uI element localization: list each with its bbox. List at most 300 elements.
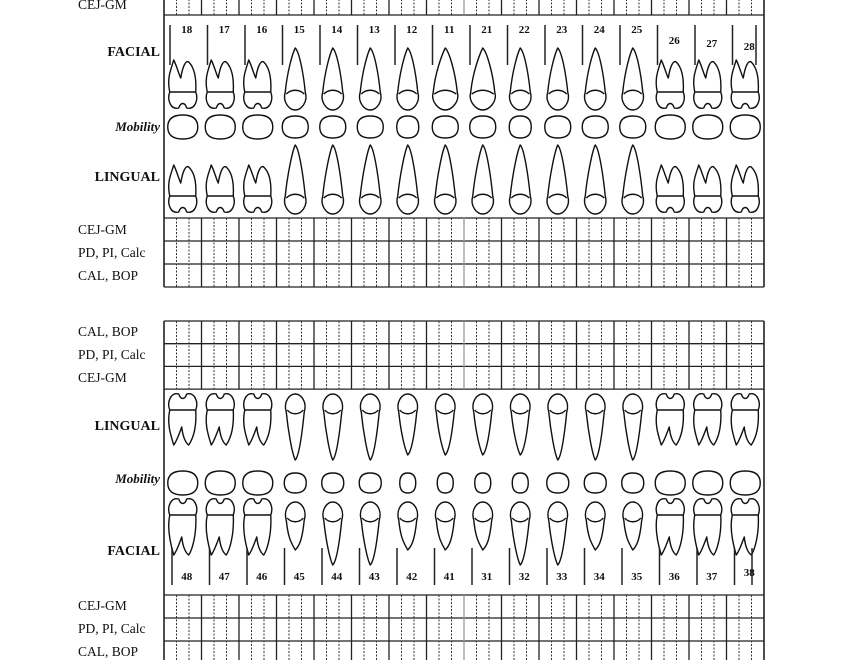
chart-cell[interactable]	[727, 321, 740, 344]
chart-cell[interactable]	[527, 264, 540, 287]
chart-cell[interactable]	[327, 595, 340, 618]
chart-cell[interactable]	[502, 344, 515, 367]
chart-cell[interactable]	[427, 344, 440, 367]
chart-cell[interactable]	[302, 218, 315, 241]
chart-cell[interactable]	[577, 0, 590, 15]
chart-cell[interactable]	[427, 241, 440, 264]
chart-cell[interactable]	[739, 218, 752, 241]
chart-cell[interactable]	[452, 641, 465, 660]
chart-cell[interactable]	[714, 641, 727, 660]
chart-cell[interactable]	[627, 218, 640, 241]
chart-cell[interactable]	[464, 366, 477, 389]
chart-cell[interactable]	[589, 321, 602, 344]
chart-cell[interactable]	[314, 264, 327, 287]
chart-cell[interactable]	[477, 344, 490, 367]
chart-cell[interactable]	[239, 218, 252, 241]
chart-cell[interactable]	[677, 344, 690, 367]
chart-cell[interactable]	[214, 321, 227, 344]
chart-cell[interactable]	[677, 618, 690, 641]
chart-cell[interactable]	[664, 0, 677, 15]
tooth-26[interactable]	[655, 25, 685, 212]
chart-cell[interactable]	[239, 264, 252, 287]
chart-cell[interactable]	[464, 344, 477, 367]
chart-cell[interactable]	[164, 0, 177, 15]
chart-cell[interactable]	[402, 641, 415, 660]
chart-cell[interactable]	[277, 218, 290, 241]
chart-cell[interactable]	[739, 0, 752, 15]
chart-cell[interactable]	[227, 618, 240, 641]
chart-cell[interactable]	[414, 0, 427, 15]
chart-cell[interactable]	[189, 218, 202, 241]
chart-cell[interactable]	[702, 344, 715, 367]
chart-cell[interactable]	[502, 241, 515, 264]
chart-cell[interactable]	[402, 321, 415, 344]
chart-cell[interactable]	[327, 218, 340, 241]
tooth-35[interactable]	[622, 394, 644, 585]
tooth-47[interactable]	[205, 394, 235, 585]
chart-cell[interactable]	[277, 641, 290, 660]
chart-cell[interactable]	[527, 366, 540, 389]
chart-cell[interactable]	[202, 618, 215, 641]
chart-cell[interactable]	[264, 0, 277, 15]
chart-cell[interactable]	[602, 641, 615, 660]
chart-cell[interactable]	[539, 0, 552, 15]
chart-cell[interactable]	[689, 618, 702, 641]
chart-cell[interactable]	[752, 641, 765, 660]
chart-cell[interactable]	[239, 241, 252, 264]
chart-cell[interactable]	[402, 344, 415, 367]
chart-cell[interactable]	[352, 0, 365, 15]
chart-cell[interactable]	[664, 321, 677, 344]
tooth-15[interactable]	[282, 24, 308, 214]
chart-cell[interactable]	[264, 618, 277, 641]
chart-cell[interactable]	[427, 618, 440, 641]
chart-cell[interactable]	[252, 218, 265, 241]
chart-cell[interactable]	[652, 595, 665, 618]
chart-cell[interactable]	[402, 618, 415, 641]
chart-cell[interactable]	[527, 618, 540, 641]
chart-cell[interactable]	[314, 218, 327, 241]
chart-cell[interactable]	[727, 241, 740, 264]
chart-cell[interactable]	[252, 344, 265, 367]
chart-cell[interactable]	[752, 218, 765, 241]
chart-cell[interactable]	[664, 641, 677, 660]
chart-cell[interactable]	[602, 595, 615, 618]
chart-cell[interactable]	[364, 366, 377, 389]
chart-cell[interactable]	[739, 241, 752, 264]
chart-cell[interactable]	[327, 618, 340, 641]
chart-cell[interactable]	[627, 241, 640, 264]
chart-cell[interactable]	[377, 218, 390, 241]
chart-cell[interactable]	[652, 218, 665, 241]
chart-cell[interactable]	[239, 321, 252, 344]
chart-cell[interactable]	[364, 618, 377, 641]
chart-cell[interactable]	[352, 241, 365, 264]
chart-cell[interactable]	[514, 218, 527, 241]
chart-cell[interactable]	[689, 366, 702, 389]
chart-cell[interactable]	[589, 344, 602, 367]
chart-cell[interactable]	[639, 0, 652, 15]
chart-cell[interactable]	[352, 366, 365, 389]
chart-cell[interactable]	[502, 641, 515, 660]
chart-cell[interactable]	[189, 241, 202, 264]
chart-cell[interactable]	[489, 366, 502, 389]
chart-cell[interactable]	[177, 618, 190, 641]
chart-cell[interactable]	[464, 321, 477, 344]
chart-cell[interactable]	[639, 344, 652, 367]
chart-cell[interactable]	[214, 618, 227, 641]
chart-cell[interactable]	[652, 618, 665, 641]
tooth-11[interactable]	[432, 24, 458, 214]
chart-cell[interactable]	[639, 641, 652, 660]
chart-cell[interactable]	[339, 366, 352, 389]
chart-cell[interactable]	[227, 241, 240, 264]
chart-cell[interactable]	[239, 595, 252, 618]
chart-cell[interactable]	[689, 218, 702, 241]
chart-cell[interactable]	[277, 0, 290, 15]
chart-cell[interactable]	[439, 344, 452, 367]
chart-cell[interactable]	[589, 264, 602, 287]
chart-cell[interactable]	[414, 595, 427, 618]
chart-cell[interactable]	[464, 264, 477, 287]
chart-cell[interactable]	[464, 595, 477, 618]
chart-cell[interactable]	[314, 321, 327, 344]
chart-cell[interactable]	[402, 0, 415, 15]
chart-cell[interactable]	[164, 321, 177, 344]
tooth-46[interactable]	[243, 394, 273, 585]
chart-cell[interactable]	[564, 321, 577, 344]
chart-cell[interactable]	[352, 344, 365, 367]
chart-cell[interactable]	[752, 241, 765, 264]
chart-cell[interactable]	[627, 321, 640, 344]
chart-cell[interactable]	[439, 218, 452, 241]
chart-cell[interactable]	[552, 641, 565, 660]
chart-cell[interactable]	[739, 618, 752, 641]
chart-cell[interactable]	[714, 344, 727, 367]
chart-cell[interactable]	[439, 321, 452, 344]
chart-cell[interactable]	[452, 595, 465, 618]
chart-cell[interactable]	[464, 641, 477, 660]
tooth-43[interactable]	[359, 394, 381, 585]
chart-cell[interactable]	[202, 321, 215, 344]
chart-cell[interactable]	[289, 241, 302, 264]
chart-cell[interactable]	[602, 321, 615, 344]
tooth-45[interactable]	[284, 394, 306, 585]
chart-cell[interactable]	[289, 641, 302, 660]
chart-cell[interactable]	[277, 618, 290, 641]
chart-cell[interactable]	[589, 366, 602, 389]
chart-cell[interactable]	[689, 321, 702, 344]
chart-cell[interactable]	[202, 218, 215, 241]
chart-cell[interactable]	[277, 241, 290, 264]
chart-cell[interactable]	[514, 366, 527, 389]
chart-cell[interactable]	[377, 264, 390, 287]
chart-cell[interactable]	[414, 241, 427, 264]
chart-cell[interactable]	[577, 264, 590, 287]
chart-cell[interactable]	[414, 344, 427, 367]
chart-cell[interactable]	[314, 641, 327, 660]
chart-cell[interactable]	[714, 0, 727, 15]
chart-cell[interactable]	[689, 241, 702, 264]
chart-cell[interactable]	[477, 0, 490, 15]
chart-cell[interactable]	[614, 321, 627, 344]
chart-cell[interactable]	[289, 366, 302, 389]
chart-cell[interactable]	[339, 264, 352, 287]
chart-cell[interactable]	[427, 264, 440, 287]
chart-cell[interactable]	[539, 321, 552, 344]
chart-cell[interactable]	[627, 618, 640, 641]
chart-cell[interactable]	[289, 595, 302, 618]
chart-cell[interactable]	[739, 321, 752, 344]
chart-cell[interactable]	[727, 366, 740, 389]
chart-cell[interactable]	[302, 241, 315, 264]
chart-cell[interactable]	[289, 0, 302, 15]
chart-cell[interactable]	[577, 618, 590, 641]
chart-cell[interactable]	[477, 618, 490, 641]
chart-cell[interactable]	[702, 618, 715, 641]
chart-cell[interactable]	[264, 344, 277, 367]
chart-cell[interactable]	[352, 618, 365, 641]
chart-cell[interactable]	[364, 264, 377, 287]
chart-cell[interactable]	[639, 218, 652, 241]
chart-cell[interactable]	[552, 264, 565, 287]
chart-cell[interactable]	[352, 218, 365, 241]
tooth-25[interactable]	[620, 24, 646, 214]
chart-cell[interactable]	[302, 618, 315, 641]
chart-cell[interactable]	[227, 218, 240, 241]
tooth-37[interactable]	[693, 394, 723, 585]
chart-cell[interactable]	[639, 366, 652, 389]
chart-cell[interactable]	[652, 264, 665, 287]
chart-cell[interactable]	[527, 641, 540, 660]
chart-cell[interactable]	[302, 641, 315, 660]
chart-cell[interactable]	[177, 241, 190, 264]
chart-cell[interactable]	[214, 0, 227, 15]
chart-cell[interactable]	[727, 618, 740, 641]
chart-cell[interactable]	[477, 366, 490, 389]
chart-cell[interactable]	[514, 618, 527, 641]
chart-cell[interactable]	[589, 641, 602, 660]
chart-cell[interactable]	[552, 321, 565, 344]
chart-cell[interactable]	[302, 0, 315, 15]
chart-cell[interactable]	[427, 321, 440, 344]
chart-cell[interactable]	[214, 241, 227, 264]
chart-cell[interactable]	[514, 344, 527, 367]
chart-cell[interactable]	[177, 321, 190, 344]
chart-cell[interactable]	[489, 618, 502, 641]
chart-cell[interactable]	[677, 241, 690, 264]
chart-cell[interactable]	[464, 241, 477, 264]
chart-cell[interactable]	[227, 264, 240, 287]
chart-cell[interactable]	[539, 641, 552, 660]
chart-cell[interactable]	[414, 618, 427, 641]
chart-cell[interactable]	[539, 618, 552, 641]
chart-cell[interactable]	[239, 344, 252, 367]
chart-cell[interactable]	[652, 344, 665, 367]
tooth-17[interactable]	[205, 24, 235, 212]
chart-cell[interactable]	[577, 241, 590, 264]
chart-cell[interactable]	[652, 321, 665, 344]
chart-cell[interactable]	[614, 618, 627, 641]
chart-cell[interactable]	[752, 366, 765, 389]
chart-cell[interactable]	[452, 218, 465, 241]
chart-cell[interactable]	[177, 641, 190, 660]
chart-cell[interactable]	[339, 595, 352, 618]
chart-cell[interactable]	[164, 618, 177, 641]
chart-cell[interactable]	[664, 344, 677, 367]
chart-cell[interactable]	[477, 641, 490, 660]
chart-cell[interactable]	[489, 641, 502, 660]
chart-cell[interactable]	[727, 641, 740, 660]
tooth-33[interactable]	[547, 394, 569, 585]
chart-cell[interactable]	[677, 366, 690, 389]
tooth-42[interactable]	[397, 394, 418, 585]
chart-cell[interactable]	[277, 366, 290, 389]
chart-cell[interactable]	[614, 0, 627, 15]
chart-cell[interactable]	[377, 618, 390, 641]
chart-cell[interactable]	[627, 366, 640, 389]
chart-cell[interactable]	[739, 264, 752, 287]
chart-cell[interactable]	[402, 595, 415, 618]
chart-cell[interactable]	[664, 595, 677, 618]
chart-cell[interactable]	[552, 618, 565, 641]
chart-cell[interactable]	[327, 241, 340, 264]
chart-cell[interactable]	[164, 641, 177, 660]
chart-cell[interactable]	[614, 264, 627, 287]
chart-cell[interactable]	[464, 0, 477, 15]
chart-cell[interactable]	[564, 618, 577, 641]
chart-cell[interactable]	[689, 641, 702, 660]
chart-cell[interactable]	[239, 366, 252, 389]
chart-cell[interactable]	[652, 0, 665, 15]
chart-cell[interactable]	[189, 321, 202, 344]
chart-cell[interactable]	[277, 321, 290, 344]
chart-cell[interactable]	[627, 641, 640, 660]
chart-cell[interactable]	[327, 264, 340, 287]
chart-cell[interactable]	[514, 0, 527, 15]
tooth-22[interactable]	[508, 24, 532, 214]
chart-cell[interactable]	[602, 366, 615, 389]
chart-cell[interactable]	[489, 218, 502, 241]
chart-cell[interactable]	[164, 595, 177, 618]
chart-cell[interactable]	[727, 344, 740, 367]
chart-cell[interactable]	[639, 264, 652, 287]
chart-cell[interactable]	[739, 344, 752, 367]
chart-cell[interactable]	[564, 366, 577, 389]
chart-cell[interactable]	[552, 241, 565, 264]
chart-cell[interactable]	[389, 366, 402, 389]
chart-cell[interactable]	[339, 618, 352, 641]
chart-cell[interactable]	[264, 366, 277, 389]
chart-cell[interactable]	[252, 241, 265, 264]
chart-cell[interactable]	[289, 218, 302, 241]
chart-cell[interactable]	[539, 264, 552, 287]
chart-cell[interactable]	[177, 218, 190, 241]
chart-cell[interactable]	[502, 366, 515, 389]
chart-cell[interactable]	[427, 595, 440, 618]
chart-cell[interactable]	[702, 241, 715, 264]
chart-cell[interactable]	[202, 641, 215, 660]
chart-cell[interactable]	[339, 641, 352, 660]
chart-cell[interactable]	[739, 366, 752, 389]
chart-cell[interactable]	[564, 218, 577, 241]
chart-cell[interactable]	[314, 366, 327, 389]
tooth-12[interactable]	[395, 24, 419, 214]
chart-cell[interactable]	[614, 595, 627, 618]
chart-cell[interactable]	[189, 366, 202, 389]
chart-cell[interactable]	[302, 321, 315, 344]
chart-cell[interactable]	[377, 0, 390, 15]
chart-cell[interactable]	[602, 618, 615, 641]
chart-cell[interactable]	[539, 241, 552, 264]
chart-cell[interactable]	[452, 0, 465, 15]
chart-cell[interactable]	[514, 641, 527, 660]
chart-cell[interactable]	[414, 264, 427, 287]
chart-cell[interactable]	[277, 595, 290, 618]
chart-cell[interactable]	[527, 241, 540, 264]
chart-cell[interactable]	[289, 264, 302, 287]
chart-cell[interactable]	[502, 618, 515, 641]
chart-cell[interactable]	[327, 366, 340, 389]
chart-cell[interactable]	[402, 218, 415, 241]
chart-cell[interactable]	[439, 366, 452, 389]
chart-cell[interactable]	[439, 618, 452, 641]
chart-cell[interactable]	[339, 0, 352, 15]
chart-cell[interactable]	[702, 264, 715, 287]
chart-cell[interactable]	[614, 344, 627, 367]
chart-cell[interactable]	[314, 0, 327, 15]
chart-cell[interactable]	[564, 241, 577, 264]
chart-cell[interactable]	[539, 595, 552, 618]
chart-cell[interactable]	[452, 321, 465, 344]
chart-cell[interactable]	[702, 218, 715, 241]
chart-cell[interactable]	[389, 618, 402, 641]
chart-cell[interactable]	[664, 218, 677, 241]
tooth-38[interactable]	[730, 394, 760, 585]
chart-cell[interactable]	[264, 641, 277, 660]
chart-cell[interactable]	[314, 344, 327, 367]
chart-cell[interactable]	[577, 321, 590, 344]
chart-cell[interactable]	[727, 264, 740, 287]
chart-cell[interactable]	[452, 241, 465, 264]
chart-cell[interactable]	[352, 641, 365, 660]
chart-cell[interactable]	[577, 366, 590, 389]
chart-cell[interactable]	[527, 321, 540, 344]
chart-cell[interactable]	[514, 595, 527, 618]
chart-cell[interactable]	[602, 241, 615, 264]
chart-cell[interactable]	[252, 321, 265, 344]
tooth-31[interactable]	[472, 394, 493, 585]
chart-cell[interactable]	[714, 366, 727, 389]
chart-cell[interactable]	[552, 366, 565, 389]
chart-cell[interactable]	[564, 264, 577, 287]
tooth-13[interactable]	[357, 24, 383, 214]
chart-cell[interactable]	[227, 344, 240, 367]
chart-cell[interactable]	[214, 366, 227, 389]
tooth-18[interactable]	[168, 24, 198, 212]
chart-cell[interactable]	[639, 595, 652, 618]
chart-cell[interactable]	[664, 618, 677, 641]
chart-cell[interactable]	[377, 344, 390, 367]
chart-cell[interactable]	[427, 218, 440, 241]
chart-cell[interactable]	[514, 321, 527, 344]
chart-cell[interactable]	[252, 0, 265, 15]
chart-cell[interactable]	[189, 264, 202, 287]
chart-cell[interactable]	[464, 218, 477, 241]
chart-cell[interactable]	[477, 595, 490, 618]
chart-cell[interactable]	[564, 0, 577, 15]
chart-cell[interactable]	[439, 595, 452, 618]
